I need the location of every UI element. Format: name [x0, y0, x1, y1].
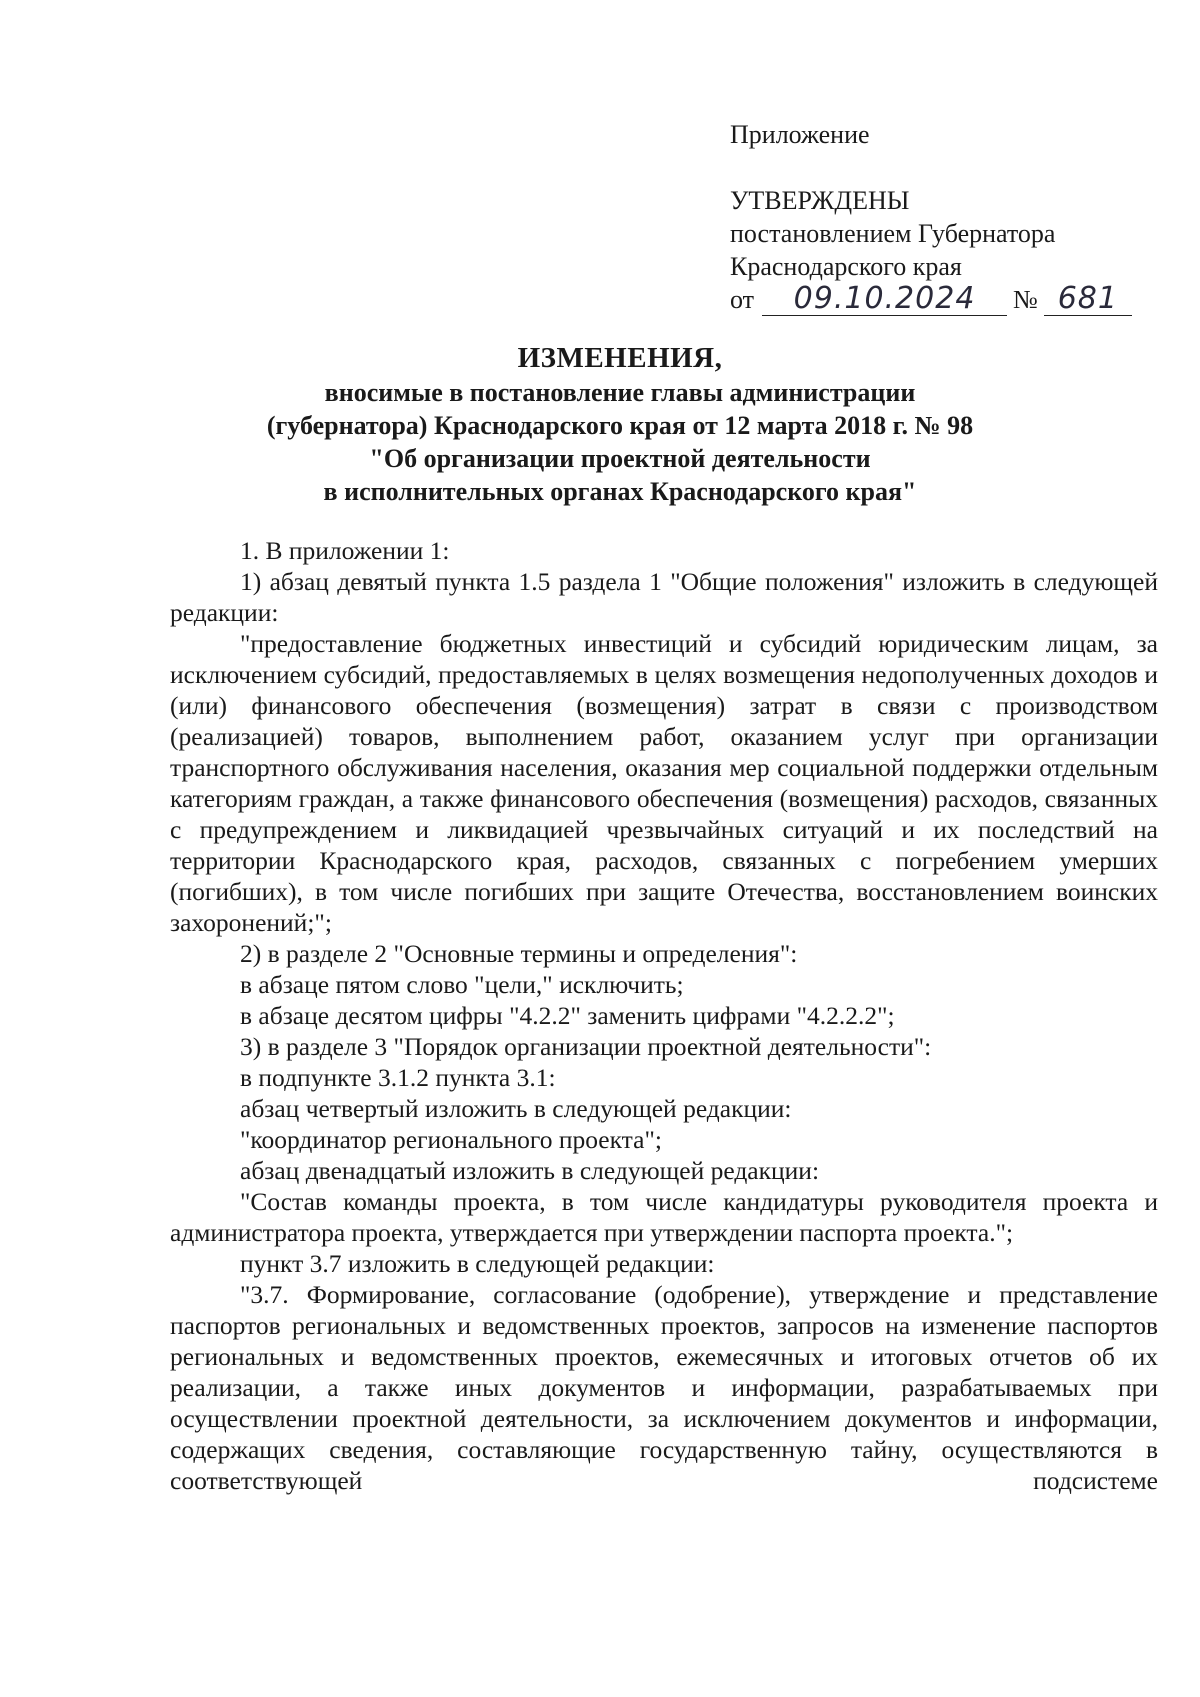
paragraph: "3.7. Формирование, согласование (одобрение), утверждение и представление паспортов региональных и ведомственных проектов, запросов на изменение паспортов региональных и ведомственных проектов, ежемесячных и итоговых отчетов об их реализации, а также иных документов и информации, разрабатываемых при осуществлении проектной деятельности, за исключением документов и информации, содержащих сведения, составляющие государственную тайну, осуществляются в соответствующей подсистеме [170, 1280, 1158, 1495]
title-line-3: "Об организации проектной деятельности [369, 444, 871, 473]
title-line-1: вносимые в постановление главы администрации [324, 378, 916, 407]
paragraph: абзац четвертый изложить в следующей редакции: [240, 1094, 792, 1123]
paragraph: в абзаце десятом цифры "4.2.2" заменить цифрами "4.2.2.2"; [240, 1001, 895, 1030]
paragraph: в подпункте 3.1.2 пункта 3.1: [240, 1063, 556, 1092]
number-field [1044, 281, 1132, 316]
title-main: ИЗМЕНЕНИЯ, [517, 342, 723, 374]
approved-by-line-1: постановлением Губернатора [730, 219, 1056, 248]
paragraph: 2) в разделе 2 "Основные термины и определения": [240, 939, 798, 968]
handwritten-number: 681 [1057, 281, 1118, 316]
paragraph: абзац двенадцатый изложить в следующей редакции: [240, 1156, 820, 1185]
date-prefix: от [730, 285, 755, 314]
paragraph: "координатор регионального проекта"; [240, 1125, 662, 1154]
handwritten-date: 09.10.2024 [793, 281, 976, 316]
number-prefix: № [1013, 285, 1038, 314]
date-number-line [730, 283, 1150, 316]
approval-stamp-block [730, 118, 1150, 316]
appendix-label: Приложение [730, 120, 870, 149]
paragraph: "Состав команды проекта, в том числе кандидатуры руководителя проекта и администратора проекта, утверждается при утверждении паспорта проекта."; [170, 1187, 1158, 1247]
paragraph: 1) абзац девятый пункта 1.5 раздела 1 "Общие положения" изложить в следующей редакции: [170, 567, 1158, 627]
approved-by-line-2: Краснодарского края [730, 252, 962, 281]
approved-label: УТВЕРЖДЕНЫ [730, 186, 910, 215]
paragraph: в абзаце пятом слово "цели," исключить; [240, 970, 684, 999]
title-line-2: (губернатора) Краснодарского края от 12 марта 2018 г. № 98 [266, 411, 974, 440]
paragraph: "предоставление бюджетных инвестиций и субсидий юридическим лицам, за исключением субсидий, предоставляемых в целях возмещения недополученных доходов и (или) финансового обеспечения (возмещения) затрат в связи с производством (реализацией) товаров, выполнением работ, оказанием услуг при организации транспортного обслуживания населения, оказания мер социальной поддержки отдельным категориям граждан, а также финансового обеспечения (возмещения) расходов, связанных с предупреждением и ликвидацией чрезвычайных ситуаций и их последствий на территории Краснодарского края, расходов, связанных с погребением умерших (погибших), в том числе погибших при защите Отечества, восстановлением воинских захоронений;"; [170, 629, 1158, 937]
paragraph: пункт 3.7 изложить в следующей редакции: [240, 1249, 715, 1278]
document-body [170, 535, 1158, 1496]
title-line-4: в исполнительных органах Краснодарского края" [323, 477, 917, 506]
date-field [762, 281, 1007, 316]
paragraph: 3) в разделе 3 "Порядок организации проектной деятельности": [240, 1032, 932, 1061]
document-title [170, 340, 1070, 508]
paragraph: 1. В приложении 1: [240, 536, 450, 565]
